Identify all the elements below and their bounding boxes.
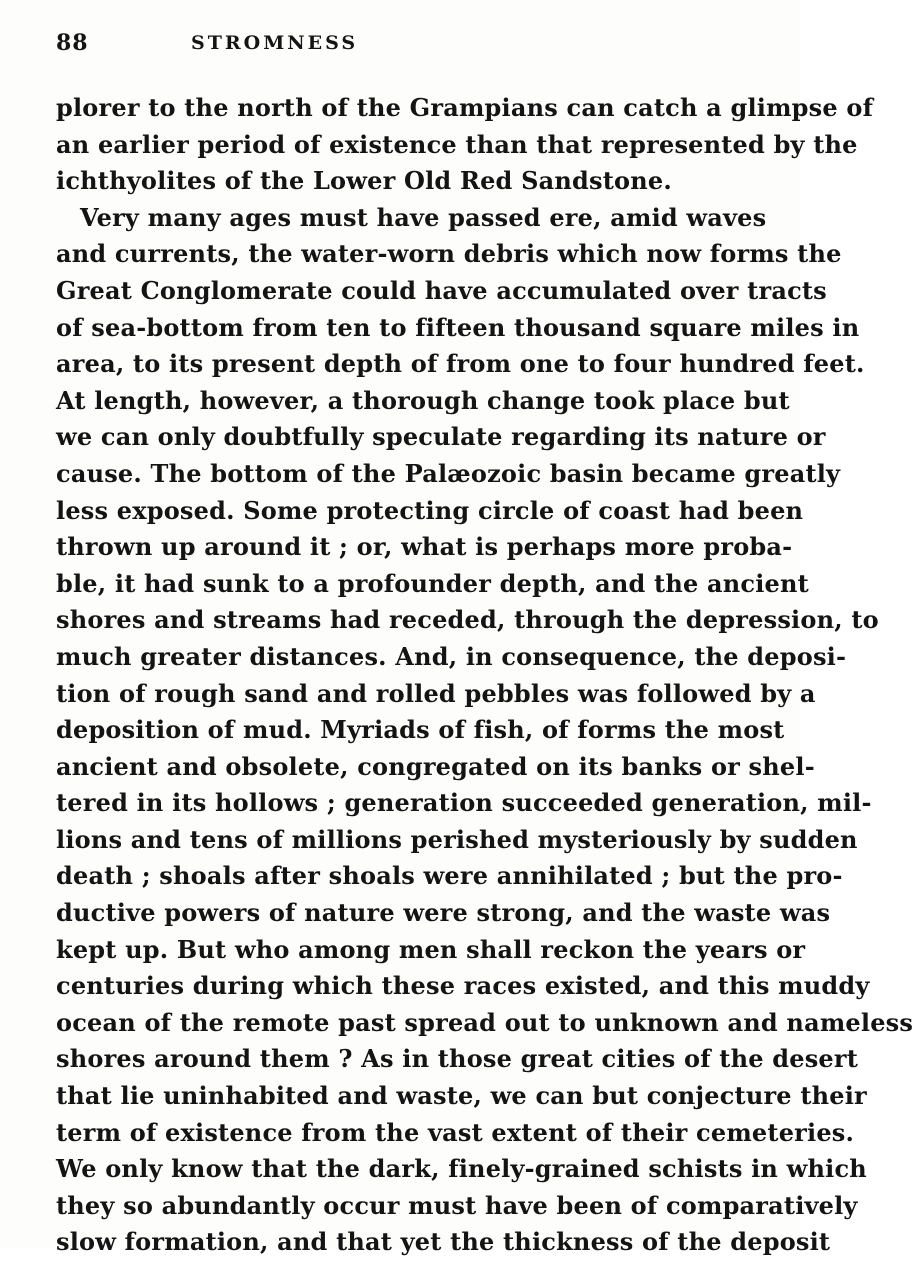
text-line: thrown up around it ; or, what is perhaps more proba- xyxy=(56,532,793,562)
text-line: of sea-bottom from ten to fifteen thousand square miles in xyxy=(56,312,860,342)
text-line: death ; shoals after shoals were annihilated ; but the pro- xyxy=(56,861,843,891)
text-line: centuries during which these races existed, and this muddy xyxy=(56,971,870,1001)
text-line: we can only doubtfully speculate regarding its nature or xyxy=(56,422,826,452)
text-line: We only know that the dark, finely-grained schists in which xyxy=(56,1154,867,1184)
text-line: that lie uninhabited and waste, we can but conjecture their xyxy=(56,1081,867,1111)
text-line: kept up. But who among men shall reckon the years or xyxy=(56,934,806,964)
text-line: shores and streams had receded, through the depression, to xyxy=(56,605,879,635)
running-title: STROMNESS xyxy=(191,32,359,54)
text-line: ichthyolites of the Lower Old Red Sandstone. xyxy=(56,166,672,196)
text-line: tered in its hollows ; generation succeeded generation, mil- xyxy=(56,788,872,818)
text-line: much greater distances. And, in consequence, the deposi- xyxy=(56,641,847,671)
text-line: cause. The bottom of the Palæozoic basin became greatly xyxy=(56,458,841,488)
text-line: lions and tens of millions perished mysteriously by sudden xyxy=(56,824,858,854)
text-line: ocean of the remote past spread out to unknown and nameless xyxy=(56,1007,913,1037)
body-text xyxy=(56,90,913,1261)
text-line: term of existence from the vast extent of their cemeteries. xyxy=(56,1117,855,1147)
text-line: ble, it had sunk to a profounder depth, and the ancient xyxy=(56,568,809,598)
text-line: plorer to the north of the Grampians can catch a glimpse of xyxy=(56,93,874,122)
text-line: At length, however, a thorough change took place but xyxy=(56,385,790,415)
text-line: they so abundantly occur must have been of comparatively xyxy=(56,1190,858,1220)
text-line: less exposed. Some protecting circle of coast had been xyxy=(56,495,804,525)
page-number: 88 xyxy=(56,30,89,56)
text-line: and currents, the water-worn debris which now forms the xyxy=(56,239,842,269)
text-line: shores around them ? As in those great cities of the desert xyxy=(56,1044,859,1074)
text-line: tion of rough sand and rolled pebbles was followed by a xyxy=(56,678,816,708)
text-line: ancient and obsolete, congregated on its banks or shel- xyxy=(56,751,815,781)
text-line: an earlier period of existence than that represented by the xyxy=(56,129,858,159)
text-line: slow formation, and that yet the thickness of the deposit xyxy=(56,1227,831,1257)
text-line: Very many ages must have passed ere, amid waves xyxy=(80,202,767,232)
text-line: area, to its present depth of from one to four hundred feet. xyxy=(56,349,865,379)
text-line: ductive powers of nature were strong, and the waste was xyxy=(56,898,831,928)
text-line: Great Conglomerate could have accumulated over tracts xyxy=(56,275,827,305)
running-head xyxy=(56,30,776,70)
text-line: deposition of mud. Myriads of fish, of forms the most xyxy=(56,715,785,745)
